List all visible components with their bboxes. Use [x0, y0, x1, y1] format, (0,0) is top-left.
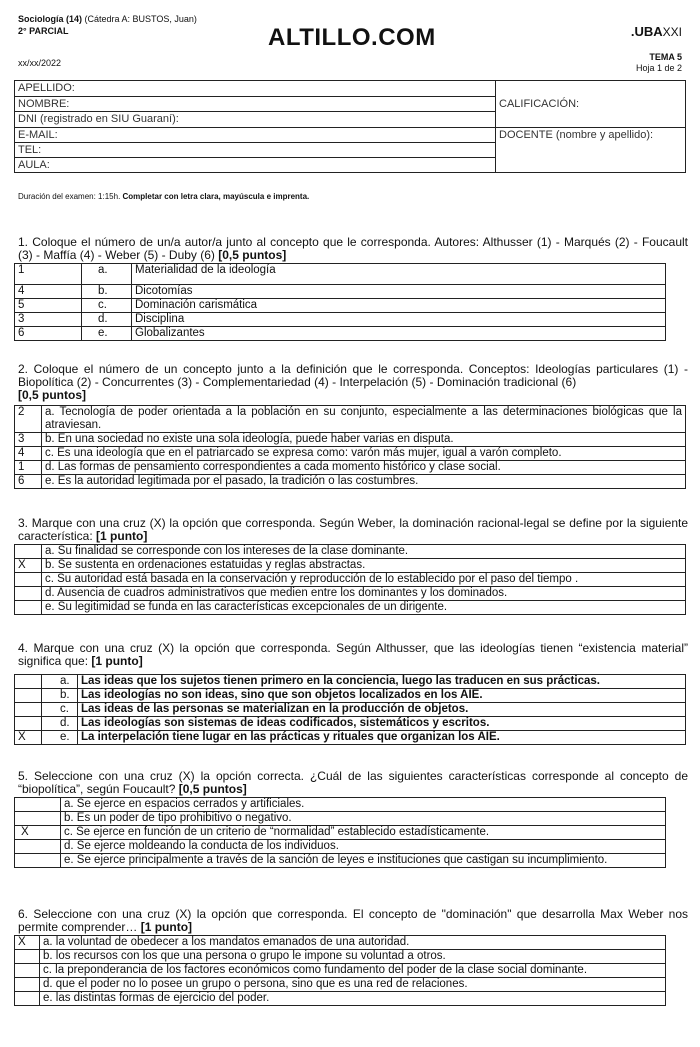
answer-cell[interactable]: 6	[15, 475, 42, 489]
table-row	[15, 327, 666, 341]
option-text: d. Ausencia de cuadros administrativos que medien entre los dominantes y los dominados.	[42, 587, 686, 601]
answer-cell[interactable]	[15, 573, 42, 587]
field-email[interactable]: E-MAIL:	[15, 128, 496, 143]
answer-cell[interactable]	[15, 854, 61, 868]
field-dni[interactable]: DNI (registrado en SIU Guaraní):	[15, 112, 496, 128]
field-apellido[interactable]: APELLIDO:	[15, 81, 496, 97]
option-letter: a.	[82, 264, 132, 285]
option-text: d. Se ejerce moldeando la conducta de los individuos.	[61, 840, 666, 854]
answer-cell[interactable]	[15, 703, 42, 717]
exam-duration	[18, 192, 309, 201]
answer-cell[interactable]	[15, 964, 40, 978]
option-text: Las ideas que los sujetos tienen primero en la conciencia, luego las traducen en sus prácticas.	[78, 675, 686, 689]
question-6-text: 6. Seleccione con una cruz (X) la opción que corresponda. El concepto de "dominación" que desarrolla Max Weber nos permite comprender…	[18, 907, 688, 934]
table-row	[15, 731, 686, 745]
option-text: Las ideologías son sistemas de ideas codificados, sistemáticos y escritos.	[78, 717, 686, 731]
table-row	[15, 587, 686, 601]
option-letter: c.	[42, 703, 78, 717]
exam-title: 2° PARCIAL	[18, 26, 69, 36]
question-2-points: [0,5 puntos]	[18, 388, 86, 402]
table-row	[15, 812, 666, 826]
option-text: a. la voluntad de obedecer a los mandatos emanados de una autoridad.	[40, 936, 666, 950]
question-4-text: 4. Marque con una cruz (X) la opción que corresponda. Según Althusser, que las ideologías tienen “existencia material” significa que:	[18, 641, 688, 668]
option-text: b. Es un poder de tipo prohibitivo o negativo.	[61, 812, 666, 826]
answer-cell[interactable]: 4	[15, 285, 82, 299]
answer-cell[interactable]	[15, 840, 61, 854]
table-row	[15, 601, 686, 615]
course-line	[18, 14, 197, 25]
table-row	[15, 950, 666, 964]
table-row	[15, 992, 666, 1006]
table-row	[15, 461, 686, 475]
question-1-table	[14, 263, 666, 341]
question-3-text: 3. Marque con una cruz (X) la opción que corresponda. Según Weber, la dominación racional-legal se define por la siguiente característica:	[18, 516, 688, 543]
answer-cell[interactable]	[15, 689, 42, 703]
answer-cell[interactable]: 6	[15, 327, 82, 341]
answer-cell[interactable]	[15, 812, 61, 826]
answer-cell[interactable]	[15, 950, 40, 964]
question-5-text: 5. Seleccione con una cruz (X) la opción correcta. ¿Cuál de las siguientes características corresponde al concepto de “biopolítica”, según Foucault?	[18, 769, 688, 796]
table-row	[15, 978, 666, 992]
answer-cell[interactable]	[15, 978, 40, 992]
option-text: La interpelación tiene lugar en las prácticas y rituales que organizan los AIE.	[78, 731, 686, 745]
option-text: Dicotomías	[132, 285, 666, 299]
table-row	[15, 433, 686, 447]
option-text: Las ideologías no son ideas, sino que son objetos localizados en los AIE.	[78, 689, 686, 703]
option-text: c. la preponderancia de los factores económicos como fundamento del poder de la clase social dominante.	[40, 964, 666, 978]
field-docente[interactable]: DOCENTE (nombre y apellido):	[496, 128, 686, 173]
field-nombre[interactable]: NOMBRE:	[15, 96, 496, 112]
question-2	[18, 363, 688, 402]
option-text: b. los recursos con los que una persona o grupo le impone su voluntad a otros.	[40, 950, 666, 964]
question-3	[18, 517, 688, 543]
field-tel[interactable]: TEL:	[15, 143, 496, 158]
answer-cell[interactable]: 3	[15, 313, 82, 327]
table-row	[15, 840, 666, 854]
table-row	[15, 689, 686, 703]
option-text: c. Es una ideología que en el patriarcado se expresa como: varón más mujer, igual a varón completo.	[42, 447, 686, 461]
option-letter: e.	[42, 731, 78, 745]
answer-cell[interactable]: X	[15, 936, 40, 950]
table-row	[15, 854, 666, 868]
table-row	[15, 285, 666, 299]
tema-label: TEMA 5	[649, 52, 682, 62]
answer-cell[interactable]: 4	[15, 447, 42, 461]
option-letter: c.	[82, 299, 132, 313]
table-row	[15, 703, 686, 717]
table-row	[15, 264, 666, 285]
table-row	[15, 675, 686, 689]
option-text: b. En una sociedad no existe una sola ideología, puede haber varias en disputa.	[42, 433, 686, 447]
option-text: Globalizantes	[132, 327, 666, 341]
question-2-table	[14, 405, 686, 489]
exam-date: xx/xx/2022	[18, 58, 62, 68]
question-1-text: 1. Coloque el número de un/a autor/a junto al concepto que le corresponda. Autores: Althusser (1) - Marqués (2) - Foucault (3) - Maffía (4) - Weber (5) - Duby (6)	[18, 235, 688, 262]
option-text: a. Tecnología de poder orientada a la población en su conjunto, especialmente a las determinaciones biológicas que la atraviesan.	[42, 406, 686, 433]
option-text: Las ideas de las personas se materializan en la producción de objetos.	[78, 703, 686, 717]
question-4-table	[14, 674, 686, 745]
question-2-text: 2. Coloque el número de un concepto junto a la definición que le corresponda. Conceptos: Ideologías particulares (1) - Biopolítica (2) - Concurrentes (3) - Complementariedad (4) - Interpelación (5) - Dominación tradicional (6)	[18, 362, 688, 389]
answer-cell[interactable]	[15, 798, 61, 812]
option-letter: d.	[82, 313, 132, 327]
option-letter: a.	[42, 675, 78, 689]
student-info-table	[14, 80, 686, 173]
table-row	[15, 826, 666, 840]
option-text: Materialidad de la ideología	[132, 264, 666, 285]
table-row	[15, 299, 666, 313]
course-name: Sociología (14)	[18, 14, 83, 24]
table-row	[15, 964, 666, 978]
option-text: a. Su finalidad se corresponde con los intereses de la clase dominante.	[42, 545, 686, 559]
option-text: c. Se ejerce en función de un criterio de “normalidad” establecido estadísticamente.	[61, 826, 666, 840]
table-row	[15, 559, 686, 573]
table-row	[15, 717, 686, 731]
option-letter: b.	[82, 285, 132, 299]
table-row	[15, 798, 666, 812]
question-6-table	[14, 935, 666, 1006]
option-text: b. Se sustenta en ordenaciones estatuidas y reglas abstractas.	[42, 559, 686, 573]
option-text: e. Se ejerce principalmente a través de la sanción de leyes e instituciones que castigan su incumplimiento.	[61, 854, 666, 868]
table-row	[15, 545, 686, 559]
option-text: e. Su legitimidad se funda en las características excepcionales de un dirigente.	[42, 601, 686, 615]
uba-xxi-text: XXI	[662, 25, 682, 39]
question-5	[18, 770, 688, 796]
question-1	[18, 236, 688, 262]
option-text: e. Es la autoridad legitimada por el pasado, la tradición o las costumbres.	[42, 475, 686, 489]
answer-cell[interactable]	[15, 587, 42, 601]
answer-cell[interactable]: 1	[15, 264, 82, 285]
table-row	[15, 406, 686, 433]
question-6	[18, 908, 688, 934]
option-text: e. las distintas formas de ejercicio del poder.	[40, 992, 666, 1006]
uba-logo	[631, 24, 682, 39]
answer-cell[interactable]	[15, 717, 42, 731]
page-count: Hoja 1 de 2	[635, 63, 682, 73]
duration-text: Duración del examen: 1:15h.	[18, 192, 123, 201]
question-4-points: [1 punto]	[91, 654, 143, 668]
site-logo: ALTILLO.COM	[268, 24, 436, 51]
option-text: c. Su autoridad está basada en la conservación y reproducción de lo establecido por el paso del tiempo .	[42, 573, 686, 587]
option-letter: e.	[82, 327, 132, 341]
table-row	[15, 573, 686, 587]
answer-cell[interactable]: 5	[15, 299, 82, 313]
answer-cell[interactable]: X	[15, 826, 61, 840]
option-text: Disciplina	[132, 313, 666, 327]
answer-cell[interactable]	[15, 545, 42, 559]
question-6-points: [1 punto]	[140, 920, 193, 934]
option-text: a. Se ejerce en espacios cerrados y artificiales.	[61, 798, 666, 812]
question-4	[18, 642, 688, 668]
answer-cell[interactable]	[15, 992, 40, 1006]
answer-cell[interactable]	[15, 675, 42, 689]
table-row	[15, 936, 666, 950]
uba-text: .UBA	[630, 24, 663, 39]
answer-cell[interactable]	[15, 601, 42, 615]
question-3-points: [1 punto]	[96, 529, 148, 543]
answer-cell[interactable]: 3	[15, 433, 42, 447]
answer-cell[interactable]: X	[15, 559, 42, 573]
answer-cell[interactable]: 2	[15, 406, 42, 433]
table-row	[15, 447, 686, 461]
option-text: d. Las formas de pensamiento correspondientes a cada momento histórico y clase social.	[42, 461, 686, 475]
course-chair: (Cátedra A: BUSTOS, Juan)	[82, 14, 197, 24]
answer-cell[interactable]: 1	[15, 461, 42, 475]
option-text: d. que el poder no lo posee un grupo o persona, sino que es una red de relaciones.	[40, 978, 666, 992]
table-row	[15, 475, 686, 489]
option-text: Dominación carismática	[132, 299, 666, 313]
option-letter: d.	[42, 717, 78, 731]
duration-instruction: Completar con letra clara, mayúscula e imprenta.	[122, 192, 310, 201]
answer-cell[interactable]: X	[15, 731, 42, 745]
question-5-points: [0,5 puntos]	[178, 782, 247, 796]
question-5-table	[14, 797, 666, 868]
tema-block	[636, 52, 682, 74]
question-3-table	[14, 544, 686, 615]
question-1-points: [0,5 puntos]	[218, 248, 287, 262]
field-aula[interactable]: AULA:	[15, 158, 496, 173]
table-row	[15, 313, 666, 327]
option-letter: b.	[42, 689, 78, 703]
field-calificacion[interactable]: CALIFICACIÓN:	[496, 81, 686, 128]
